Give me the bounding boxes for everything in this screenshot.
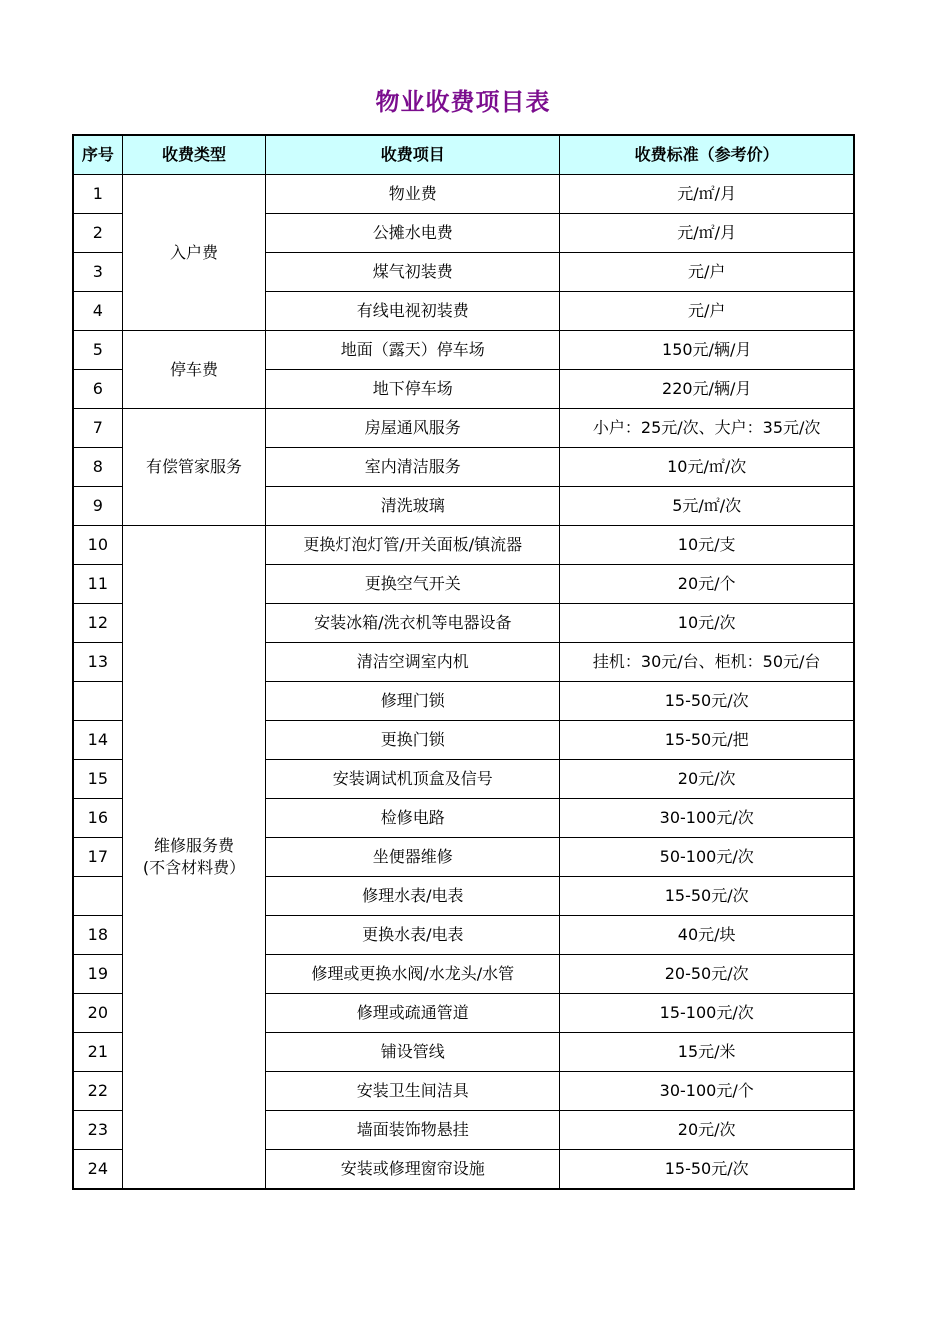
fee-table (72, 134, 855, 1190)
cell-standard: 挂机：30元/台、柜机：50元/台 (560, 643, 854, 682)
cell-seq: 4 (73, 292, 122, 331)
cell-standard: 20元/次 (560, 1111, 854, 1150)
cell-item: 修理或疏通管道 (266, 994, 560, 1033)
cell-seq (73, 877, 122, 916)
cell-seq: 9 (73, 487, 122, 526)
cell-standard: 元/㎡/月 (560, 214, 854, 253)
header-item: 收费项目 (266, 135, 560, 175)
cell-item: 清洁空调室内机 (266, 643, 560, 682)
cell-seq: 16 (73, 799, 122, 838)
table-body (73, 175, 854, 1190)
cell-standard: 40元/块 (560, 916, 854, 955)
cell-seq: 10 (73, 526, 122, 565)
cell-item: 更换灯泡灯管/开关面板/镇流器 (266, 526, 560, 565)
page-title: 物业收费项目表 (375, 88, 551, 116)
cell-item: 安装卫生间洁具 (266, 1072, 560, 1111)
cell-item: 铺设管线 (266, 1033, 560, 1072)
cell-item: 安装或修理窗帘设施 (266, 1150, 560, 1190)
cell-fee-type (122, 175, 266, 331)
cell-seq: 2 (73, 214, 122, 253)
cell-seq: 20 (73, 994, 122, 1033)
cell-seq: 15 (73, 760, 122, 799)
fee-type-label: (不含材料费） (142, 858, 246, 877)
header-type: 收费类型 (122, 135, 266, 175)
cell-standard: 15-50元/次 (560, 682, 854, 721)
table-row (73, 175, 854, 214)
cell-standard: 150元/辆/月 (560, 331, 854, 370)
cell-standard: 30-100元/次 (560, 799, 854, 838)
cell-standard: 15-50元/次 (560, 1150, 854, 1190)
cell-seq: 18 (73, 916, 122, 955)
cell-standard: 10元/次 (560, 604, 854, 643)
cell-standard: 10元/支 (560, 526, 854, 565)
cell-standard: 15-100元/次 (560, 994, 854, 1033)
cell-item: 更换水表/电表 (266, 916, 560, 955)
cell-standard: 元/㎡/月 (560, 175, 854, 214)
cell-item: 坐便器维修 (266, 838, 560, 877)
cell-item: 煤气初装费 (266, 253, 560, 292)
cell-seq: 17 (73, 838, 122, 877)
cell-standard: 50-100元/次 (560, 838, 854, 877)
cell-seq: 13 (73, 643, 122, 682)
cell-fee-type (122, 409, 266, 526)
cell-item: 修理或更换水阀/水龙头/水管 (266, 955, 560, 994)
table-row (73, 331, 854, 370)
cell-fee-type (122, 526, 266, 1190)
cell-fee-type (122, 331, 266, 409)
cell-standard: 5元/㎡/次 (560, 487, 854, 526)
cell-item: 室内清洁服务 (266, 448, 560, 487)
cell-item: 墙面装饰物悬挂 (266, 1111, 560, 1150)
cell-seq: 6 (73, 370, 122, 409)
cell-item: 安装冰箱/洗衣机等电器设备 (266, 604, 560, 643)
fee-type-label: 入户费 (169, 242, 218, 262)
cell-seq: 19 (73, 955, 122, 994)
cell-standard: 元/户 (560, 292, 854, 331)
cell-seq: 8 (73, 448, 122, 487)
cell-item: 地下停车场 (266, 370, 560, 409)
table-header-row (73, 135, 854, 175)
cell-standard: 15-50元/把 (560, 721, 854, 760)
cell-item: 安装调试机顶盒及信号 (266, 760, 560, 799)
header-standard: 收费标准（参考价） (560, 135, 854, 175)
cell-standard: 15-50元/次 (560, 877, 854, 916)
cell-item: 更换门锁 (266, 721, 560, 760)
cell-item: 地面（露天）停车场 (266, 331, 560, 370)
cell-standard: 30-100元/个 (560, 1072, 854, 1111)
cell-item: 清洗玻璃 (266, 487, 560, 526)
cell-item: 物业费 (266, 175, 560, 214)
cell-seq: 3 (73, 253, 122, 292)
fee-type-label: 维修服务费 (153, 836, 234, 855)
cell-item: 公摊水电费 (266, 214, 560, 253)
cell-standard: 20元/个 (560, 565, 854, 604)
cell-seq: 11 (73, 565, 122, 604)
cell-standard: 20-50元/次 (560, 955, 854, 994)
fee-type-label: 停车费 (169, 359, 218, 379)
cell-item: 有线电视初装费 (266, 292, 560, 331)
cell-seq: 24 (73, 1150, 122, 1190)
cell-standard: 小户：25元/次、大户：35元/次 (560, 409, 854, 448)
cell-standard: 10元/㎡/次 (560, 448, 854, 487)
fee-type-label: 有偿管家服务 (145, 457, 242, 476)
cell-item: 更换空气开关 (266, 565, 560, 604)
cell-seq: 23 (73, 1111, 122, 1150)
cell-seq: 22 (73, 1072, 122, 1111)
header-seq: 序号 (73, 135, 122, 175)
cell-standard: 20元/次 (560, 760, 854, 799)
cell-standard: 15元/米 (560, 1033, 854, 1072)
table-row (73, 526, 854, 565)
cell-standard: 220元/辆/月 (560, 370, 854, 409)
cell-seq: 12 (73, 604, 122, 643)
cell-seq: 5 (73, 331, 122, 370)
table-row (73, 409, 854, 448)
cell-item: 修理门锁 (266, 682, 560, 721)
cell-standard: 元/户 (560, 253, 854, 292)
cell-seq: 21 (73, 1033, 122, 1072)
cell-item: 修理水表/电表 (266, 877, 560, 916)
cell-seq (73, 682, 122, 721)
cell-seq: 14 (73, 721, 122, 760)
cell-item: 房屋通风服务 (266, 409, 560, 448)
cell-seq: 7 (73, 409, 122, 448)
cell-item: 检修电路 (266, 799, 560, 838)
cell-seq: 1 (73, 175, 122, 214)
